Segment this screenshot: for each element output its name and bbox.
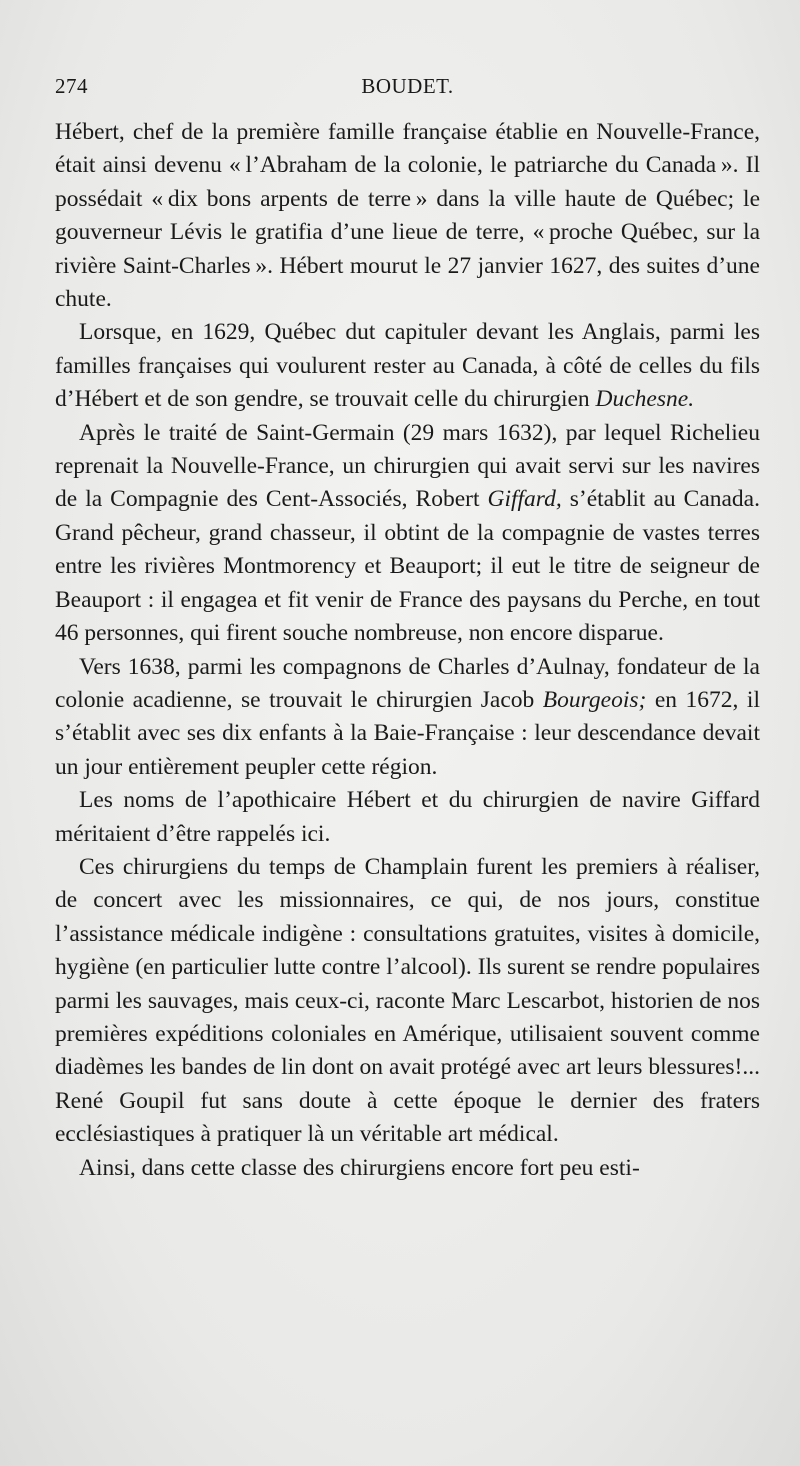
italic-name: Giffard, (487, 486, 562, 513)
text-run: Vers 1638, parmi les compagnons de Charles d’Aulnay, fondateur de la colonie acadienne, se trouvait le chirurgien Jacob (55, 653, 760, 713)
running-head: BOUDET. (361, 74, 454, 98)
paragraph (55, 417, 760, 651)
italic-name: Duchesne. (595, 386, 695, 413)
body-text (55, 116, 760, 1185)
text-run: en 1672, il s’établit avec ses dix enfants à la Baie-Française : leur descendance devait un jour entièrement peupler cette région. (55, 686, 760, 780)
text-run: Ainsi, dans cette classe des chirurgiens encore fort peu esti- (79, 1154, 640, 1181)
paragraph (55, 784, 760, 851)
paragraph (55, 651, 760, 785)
text-run: s’établit au Canada. Grand pêcheur, grand chasseur, il obtint de la compagnie de vastes terres entre les rivières Montmorency et Beauport; il eut le titre de seigneur de Beauport : il engagea et fit venir de France des paysans du Perche, en tout 46 personnes, qui firent souche nombreuse, non encore disparue. (55, 486, 760, 647)
text-run: Les noms de l’apothicaire Hébert et du chirurgien de navire Giffard méritaient d’être rappelés ici. (55, 787, 760, 847)
paragraph (55, 316, 760, 416)
text-run: Après le traité de Saint-Germain (29 mars 1632), par lequel Richelieu reprenait la Nouvelle-France, un chirurgien qui avait servi sur les navires de la Compagnie des Cent-Associés, Robert (55, 419, 760, 513)
text-run: Ces chirurgiens du temps de Champlain furent les premiers à réaliser, de concert avec les missionnaires, ce qui, de nos jours, constitue l’assistance médicale indigène : consultations gratuites, visites à domicile, hygiène (en particulier lutte contre l’alcool). Ils surent se rendre populaires parmi les sauvages, mais ceux-ci, raconte Marc Lescarbot, historien de nos premières expéditions coloniales en Amérique, utilisaient souvent comme diadèmes les bandes de lin dont on avait protégé avec art leurs blessures!... René Goupil fut sans doute à cette époque le dernier des fraters ecclésiastiques à pratiquer là un véritable art médical. (55, 853, 760, 1148)
paragraph (55, 116, 760, 316)
page-number: 274 (55, 74, 88, 98)
paragraph (55, 1152, 760, 1185)
paragraph (55, 851, 760, 1152)
text-run: Lorsque, en 1629, Québec dut capituler devant les Anglais, parmi les familles françaises qui voulurent rester au Canada, à côté de celles du fils d’Hébert et de son gendre, se trouvait celle du chirurgien (55, 319, 760, 413)
page-header (55, 74, 760, 104)
italic-name: Bourgeois; (542, 686, 647, 713)
text-run: Hébert, chef de la première famille française établie en Nouvelle-France, était ainsi devenu « l’Abraham de la colonie, le patriarche du Canada ». Il possédait « dix bons arpents de terre » dans la ville haute de Québec; le gouverneur Lévis le gratifia d’une lieue de terre, « proche Québec, sur la rivière Saint-Charles ». Hébert mourut le 27 janvier 1627, des suites d’une chute. (55, 119, 760, 313)
